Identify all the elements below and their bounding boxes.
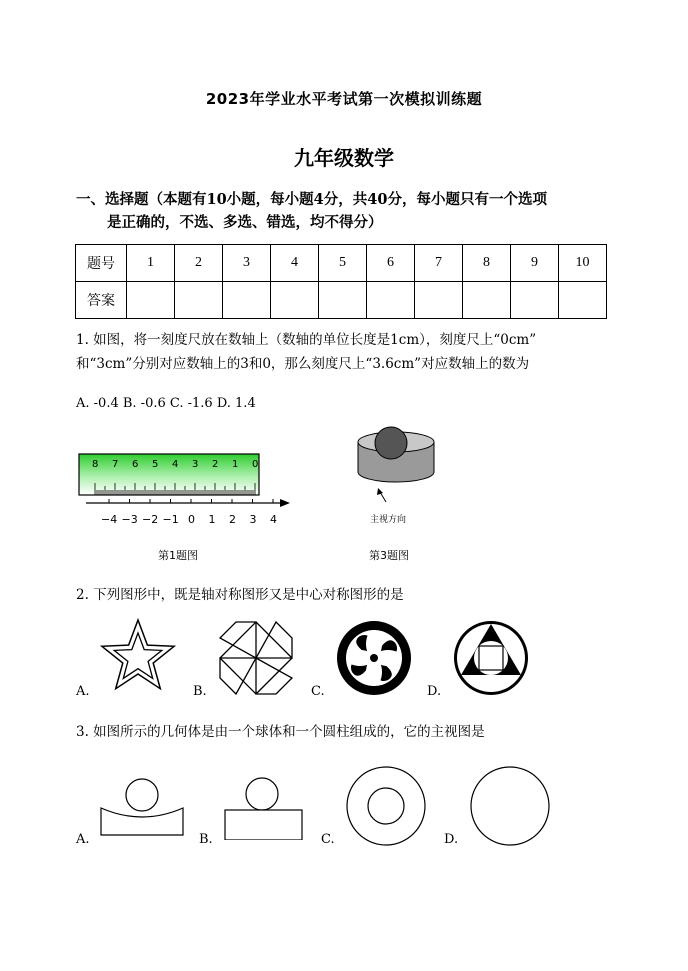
q2-option-a-star [98, 618, 178, 698]
question-number: 1 [127, 245, 175, 282]
answer-table-answer-row [76, 282, 607, 319]
q3-option-b-view [222, 770, 306, 840]
q2-option-d-circle-triangle [451, 618, 531, 698]
q3-option-d-view [468, 764, 552, 848]
axis-label: −3 [121, 513, 138, 526]
ruler-number: 4 [172, 459, 179, 470]
axis-label: −4 [101, 513, 118, 526]
axis-label: −2 [142, 513, 159, 526]
q3-option-b-label: B. [199, 832, 213, 847]
q2-option-d-label: D. [427, 684, 442, 699]
view-direction-label: 主视方向 [370, 515, 407, 525]
q2-option-c-label: C. [311, 684, 325, 699]
answer-table-number-row [76, 245, 607, 282]
question-1-line2: 和“3cm”分别对应数轴上的3和0，那么刻度尺上“3.6cm”对应数轴上的数为 [76, 356, 530, 372]
question-number: 5 [319, 245, 367, 282]
question-1-text [76, 328, 656, 376]
axis-label: 1 [208, 513, 216, 526]
ruler-number: 8 [92, 459, 99, 470]
section-heading-line1: 一、选择题（本题有10小题，每小题4分，共40分，每小题只有一个选项 [76, 191, 547, 208]
axis-label: 2 [229, 513, 236, 526]
figure-1-caption: 第1题图 [158, 549, 198, 562]
answer-cell[interactable] [559, 282, 607, 319]
axis-label: 3 [249, 513, 257, 526]
q3-option-c-view [344, 764, 428, 848]
figure-1-ruler [76, 448, 296, 534]
question-number: 4 [271, 245, 319, 282]
ruler-number: 3 [192, 459, 199, 470]
section-heading-line2: 是正确的，不选、多选、错选，均不得分） [107, 214, 383, 231]
axis-ticks [109, 499, 273, 503]
answer-cell[interactable] [367, 282, 415, 319]
ruler-number: 5 [152, 459, 159, 470]
answer-cell[interactable] [319, 282, 367, 319]
question-number: 8 [463, 245, 511, 282]
axis-labels [101, 513, 277, 526]
answer-cell[interactable] [511, 282, 559, 319]
arrow-head [377, 488, 383, 495]
q2-option-a-label: A. [76, 684, 90, 699]
page-subtitle: 九年级数学 [294, 146, 394, 170]
answer-cell[interactable] [463, 282, 511, 319]
q3-option-d-label: D. [444, 832, 459, 847]
ruler-number: 0 [252, 459, 259, 470]
ruler-number: 2 [212, 459, 219, 470]
answer-table-answer-header: 答案 [76, 282, 127, 319]
figure-3-solid [348, 420, 448, 532]
answer-cell[interactable] [175, 282, 223, 319]
page-title: 2023年学业水平考试第一次模拟训练题 [205, 90, 483, 108]
axis-label: 4 [270, 513, 277, 526]
q3-option-c-label: C. [321, 832, 335, 847]
axis-label: 0 [188, 513, 195, 526]
ruler-number: 1 [232, 459, 239, 470]
question-number: 10 [559, 245, 607, 282]
question-3-text: 3. 如图所示的几何体是由一个球体和一个圆柱组成的，它的主视图是 [76, 724, 485, 740]
section-heading [76, 188, 636, 234]
sphere [375, 427, 407, 459]
q2-option-c-circle-pattern [334, 618, 414, 698]
q2-option-b-label: B. [193, 684, 207, 699]
q3-option-a-label: A. [76, 832, 90, 847]
question-number: 6 [367, 245, 415, 282]
ruler-numbers [92, 459, 258, 470]
question-number: 2 [175, 245, 223, 282]
answer-table [75, 244, 607, 319]
question-1-options: A. -0.4 B. -0.6 C. -1.6 D. 1.4 [76, 396, 256, 411]
ruler-number: 7 [112, 459, 119, 470]
figure-3-caption: 第3题图 [369, 549, 409, 562]
question-1-line1: 1. 如图，将一刻度尺放在数轴上（数轴的单位长度是1cm），刻度尺上“0cm” [76, 332, 537, 348]
answer-cell[interactable] [223, 282, 271, 319]
question-2-text: 2. 下列图形中，既是轴对称图形又是中心对称图形的是 [76, 587, 404, 603]
question-number: 7 [415, 245, 463, 282]
q2-option-b-pinwheel [216, 620, 296, 696]
answer-cell[interactable] [271, 282, 319, 319]
q3-option-a-view [98, 770, 186, 840]
question-number: 3 [223, 245, 271, 282]
answer-cell[interactable] [127, 282, 175, 319]
answer-cell[interactable] [415, 282, 463, 319]
ruler-number: 6 [132, 459, 139, 470]
answer-table-number-header: 题号 [76, 245, 127, 282]
axis-label: −1 [162, 513, 179, 526]
axis-arrow [280, 499, 290, 507]
question-number: 9 [511, 245, 559, 282]
